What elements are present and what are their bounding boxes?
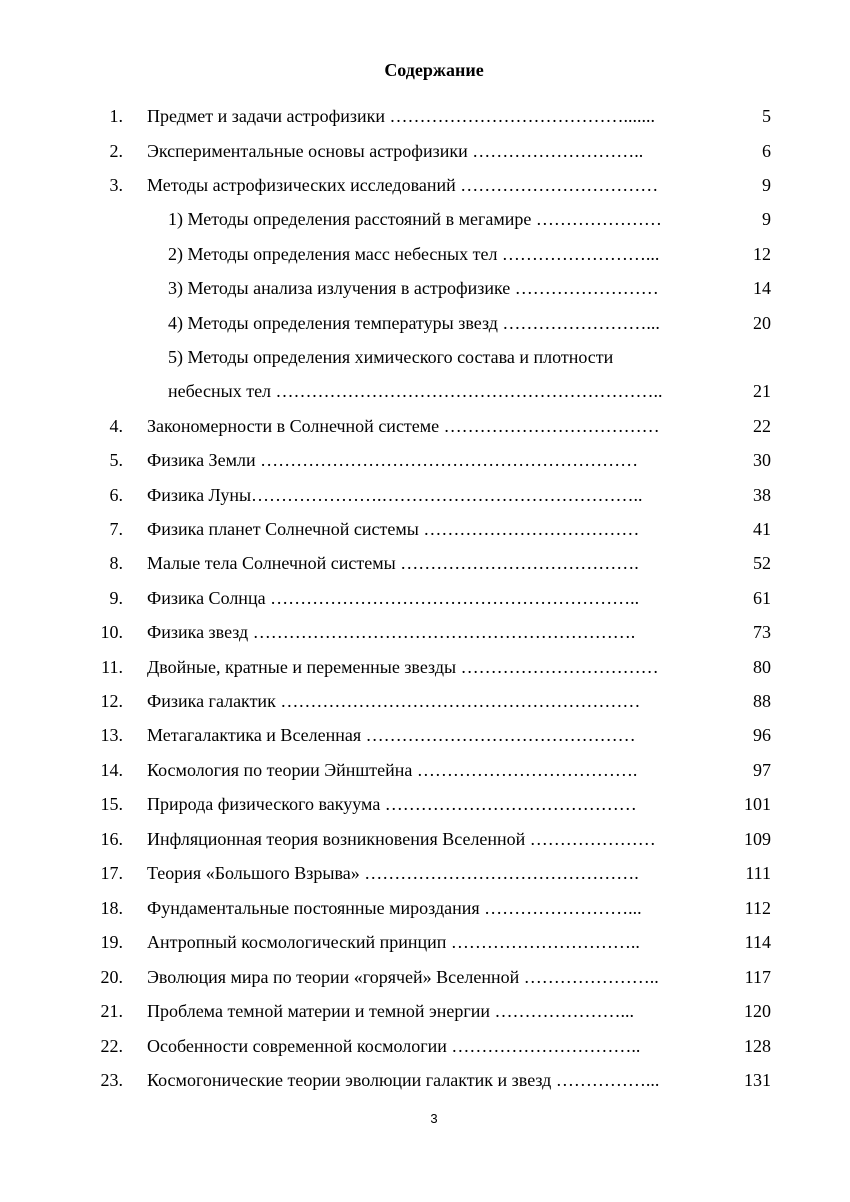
toc-item-12: [0, 689, 850, 713]
toc-page: 5: [762, 106, 771, 126]
toc-number: 12.: [100, 691, 123, 711]
toc-number: 11.: [101, 657, 123, 677]
toc-page: 114: [744, 932, 771, 952]
toc-number: 5.: [109, 450, 123, 470]
toc-page: 12: [753, 244, 771, 264]
toc-item-15: [0, 792, 850, 816]
toc-subitem-5: [0, 345, 850, 369]
toc-text: Метагалактика и Вселенная ………………………………………: [147, 725, 636, 745]
toc-item-11: [0, 655, 850, 679]
toc-number: 6.: [109, 485, 123, 505]
toc-subitem-3: [0, 276, 850, 300]
toc-page: 9: [762, 175, 771, 195]
toc-text: Закономерности в Солнечной системе ………………………………: [147, 416, 660, 436]
toc-page: 131: [744, 1070, 771, 1090]
toc-page: 96: [753, 725, 771, 745]
toc-item-8: [0, 551, 850, 575]
toc-number: 15.: [100, 794, 123, 814]
toc-item-21: [0, 999, 850, 1023]
toc-number: 10.: [100, 622, 123, 642]
toc-number: 22.: [100, 1036, 123, 1056]
toc-item-10: [0, 620, 850, 644]
toc-page: 80: [753, 657, 771, 677]
toc-page: 112: [744, 898, 771, 918]
toc-text: Антропный космологический принцип …………………………..: [147, 932, 640, 952]
toc-text: 3) Методы анализа излучения в астрофизике ……………………: [168, 278, 659, 298]
toc-page: 97: [753, 760, 771, 780]
toc-item-16: [0, 827, 850, 851]
toc-text: Физика Солнца ……………………………………………………..: [147, 588, 640, 608]
toc-page: 6: [762, 141, 771, 161]
page-title: Содержание: [384, 60, 484, 80]
toc-text: Предмет и задачи астрофизики ………………………………….......: [147, 106, 655, 126]
toc-page: 117: [744, 967, 771, 987]
toc-text: Космология по теории Эйнштейна ……………………………….: [147, 760, 638, 780]
toc-text: Малые тела Солнечной системы ………………………………….: [147, 553, 639, 573]
toc-text: Физика Земли ………………………………………………………: [147, 450, 639, 470]
toc-number: 14.: [100, 760, 123, 780]
toc-text: Двойные, кратные и переменные звезды ……………………………: [147, 657, 659, 677]
toc-page: 38: [753, 485, 771, 505]
toc-number: 18.: [100, 898, 123, 918]
toc-number: 2.: [109, 141, 123, 161]
toc-item-17: [0, 861, 850, 885]
toc-item-19: [0, 930, 850, 954]
toc-page: 61: [753, 588, 771, 608]
toc-page: 73: [753, 622, 771, 642]
toc-page: 21: [753, 381, 771, 401]
toc-text: 1) Методы определения расстояний в мегамире …………………: [168, 209, 662, 229]
toc-number: 23.: [100, 1070, 123, 1090]
toc-page: 41: [753, 519, 771, 539]
toc-text: Эволюция мира по теории «горячей» Вселенной …………………..: [147, 967, 659, 987]
toc-text: Методы астрофизических исследований ……………………………: [147, 175, 659, 195]
toc-page: 128: [744, 1036, 771, 1056]
toc-text: Физика звезд ……………………………………………………….: [147, 622, 636, 642]
toc-number: 8.: [109, 553, 123, 573]
toc-number: 9.: [109, 588, 123, 608]
toc-item-1: [0, 104, 850, 128]
toc-text: Фундаментальные постоянные мироздания ……………………...: [147, 898, 642, 918]
toc-text: 5) Методы определения химического состава и плотности: [168, 347, 614, 367]
toc-number: 1.: [109, 106, 123, 126]
toc-text: Физика галактик ……………………………………………………: [147, 691, 641, 711]
toc-item-4: [0, 414, 850, 438]
toc-text: Физика Луны………………….……………………………………..: [147, 485, 643, 505]
toc-text: Проблема темной материи и темной энергии …………………...: [147, 1001, 635, 1021]
toc-subitem-1: [0, 207, 850, 231]
toc-text: Особенности современной космологии …………………………..: [147, 1036, 641, 1056]
toc-item-18: [0, 896, 850, 920]
toc-page: 109: [744, 829, 771, 849]
toc-page: 111: [745, 863, 771, 883]
toc-number: 17.: [100, 863, 123, 883]
toc-subitem-2: [0, 242, 850, 266]
toc-number: 3.: [109, 175, 123, 195]
toc-page: 30: [753, 450, 771, 470]
toc-item-22: [0, 1034, 850, 1058]
toc-page: 88: [753, 691, 771, 711]
toc-number: 16.: [100, 829, 123, 849]
toc-page: 20: [753, 313, 771, 333]
toc-page: 52: [753, 553, 771, 573]
toc-page: 22: [753, 416, 771, 436]
toc-item-14: [0, 758, 850, 782]
toc-number: 21.: [100, 1001, 123, 1021]
toc-subitem-5-continued: [0, 379, 850, 403]
page-number: 3: [430, 1111, 438, 1126]
toc-number: 7.: [109, 519, 123, 539]
toc-text: 2) Методы определения масс небесных тел ……………………...: [168, 244, 660, 264]
toc-page: 9: [762, 209, 771, 229]
toc-page: 101: [744, 794, 771, 814]
toc-number: 13.: [100, 725, 123, 745]
toc-text: небесных тел ………………………………………………………..: [168, 381, 663, 401]
toc-number: 19.: [100, 932, 123, 952]
toc-item-20: [0, 965, 850, 989]
toc-text: 4) Методы определения температуры звезд ……………………...: [168, 313, 660, 333]
toc-text: Инфляционная теория возникновения Вселенной …………………: [147, 829, 656, 849]
toc-item-13: [0, 723, 850, 747]
toc-text: Физика планет Солнечной системы ………………………………: [147, 519, 640, 539]
toc-item-6: [0, 483, 850, 507]
toc-item-23: [0, 1068, 850, 1092]
toc-number: 4.: [109, 416, 123, 436]
toc-subitem-4: [0, 311, 850, 335]
toc-text: Экспериментальные основы астрофизики ………………………..: [147, 141, 644, 161]
toc-item-3: [0, 173, 850, 197]
toc-text: Космогонические теории эволюции галактик и звезд ……………...: [147, 1070, 660, 1090]
toc-number: 20.: [100, 967, 123, 987]
toc-page: 14: [753, 278, 771, 298]
toc-text: Природа физического вакуума ……………………………………: [147, 794, 637, 814]
toc-text: Теория «Большого Взрыва» ……………………………………….: [147, 863, 639, 883]
toc-item-7: [0, 517, 850, 541]
toc-item-9: [0, 586, 850, 610]
toc-item-5: [0, 448, 850, 472]
toc-item-2: [0, 139, 850, 163]
toc-page: 120: [744, 1001, 771, 1021]
